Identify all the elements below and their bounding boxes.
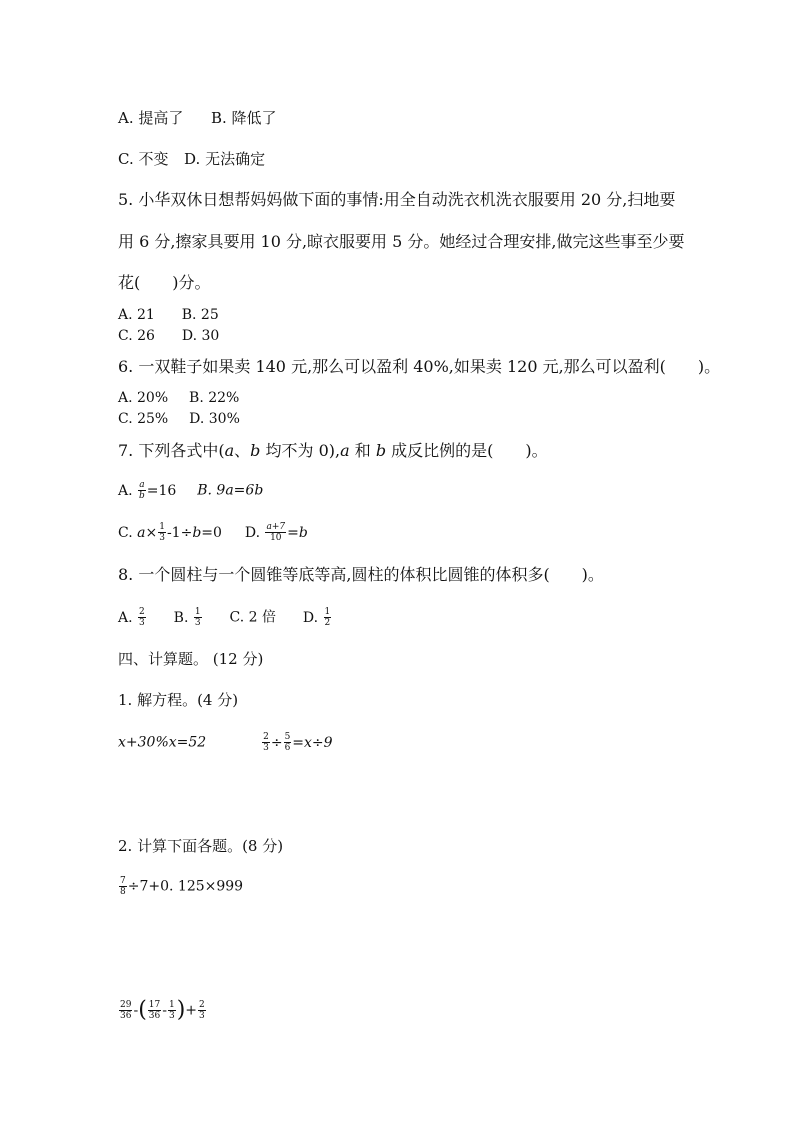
var-a: a [137, 524, 146, 541]
option-text: -1÷ [166, 524, 193, 541]
q4-options-line1 [118, 108, 277, 128]
q7-text-part: 均不为 0), [260, 441, 341, 460]
numerator: 1 [324, 607, 331, 617]
numerator: 2 [199, 1000, 205, 1010]
numerator: 17 [148, 1000, 161, 1010]
q7-text-part: 、 [234, 441, 251, 460]
denominator: 3 [139, 618, 145, 628]
equation-1: x+30%x=52 [118, 734, 207, 751]
q5-options-line2 [118, 326, 219, 346]
numerator: 5 [284, 732, 291, 742]
operator: ÷ [270, 734, 283, 751]
q5-option-c: C. 26 [118, 328, 155, 344]
q5-options-line1 [118, 305, 219, 325]
q6-options-line1 [118, 388, 239, 408]
numerator: 1 [168, 1000, 175, 1010]
numerator: a+7 [266, 522, 286, 532]
q6-text: 6. 一双鞋子如果卖 140 元,那么可以盈利 40%,如果卖 120 元,那么可以盈利( )。 [118, 357, 721, 376]
q8-option-b [173, 607, 207, 628]
equation-text: =x÷9 [292, 734, 333, 751]
q8-option-c: C. 2 倍 [229, 609, 276, 626]
option-label: C. [118, 524, 133, 541]
fraction [148, 1000, 161, 1021]
operator: + [185, 1002, 198, 1019]
q7-text-part: 成反比例的是( )。 [386, 441, 548, 460]
q7-text-part: 7. 下列各式中( [118, 441, 225, 460]
fraction [262, 732, 270, 753]
fraction [138, 607, 146, 628]
q8-text: 8. 一个圆柱与一个圆锥等底等高,圆柱的体积比圆锥的体积多( )。 [118, 565, 604, 584]
q6-options-line2 [118, 409, 240, 429]
q7-var-b: b [375, 441, 387, 460]
fraction [119, 1000, 132, 1021]
fraction [194, 607, 202, 628]
denominator: 10 [270, 533, 282, 543]
operator: - [133, 1002, 139, 1019]
fraction [284, 732, 292, 753]
operator: × [145, 524, 158, 541]
numerator: 1 [194, 607, 201, 617]
numerator: 1 [159, 522, 165, 532]
q7-var-a: a [340, 441, 350, 460]
denominator: 8 [120, 887, 126, 897]
q5-option-d: D. 30 [181, 328, 220, 344]
q7-option-a [118, 480, 181, 501]
numerator: a [139, 480, 145, 490]
denominator: b [139, 491, 145, 501]
var-b: b [192, 524, 202, 541]
q7-option-d [244, 522, 308, 543]
fraction [138, 480, 146, 501]
q6-option-b: B. 22% [189, 390, 240, 406]
denominator: 2 [324, 618, 331, 628]
q7-var-b: b [250, 441, 261, 460]
option-label: D. [244, 524, 261, 541]
sub-question-2: 2. 计算下面各题。(8 分) [118, 837, 284, 855]
q7-option-b: B. 9a=6b [197, 482, 264, 499]
q7-var-a: a [224, 441, 235, 460]
q5-text-line2: 用 6 分,擦家具要用 10 分,晾衣服要用 5 分。她经过合理安排,做完这些事至少要 [118, 232, 685, 251]
left-paren: ( [138, 997, 147, 1023]
equation-2 [261, 732, 333, 753]
denominator: 6 [284, 743, 291, 753]
q4-option-d: D. 无法确定 [184, 150, 266, 168]
fraction [324, 607, 332, 628]
q6-option-d: D. 30% [189, 411, 240, 427]
option-label: D. [302, 609, 319, 626]
q5-option-b: B. 25 [181, 307, 219, 323]
denominator: 3 [194, 618, 201, 628]
option-text: =0 [201, 524, 222, 541]
option-label: A. [118, 609, 133, 626]
option-label: B. [173, 609, 189, 626]
fraction [168, 1000, 176, 1021]
q6-option-a: A. 20% [118, 390, 169, 406]
equations-row [118, 732, 333, 753]
q7-options-line2 [118, 522, 308, 543]
fraction [119, 876, 127, 897]
q5-option-a: A. 21 [118, 307, 155, 323]
section-title: 四、计算题。 (12 分) [118, 650, 264, 668]
q4-options-line2 [118, 149, 265, 169]
numerator: 2 [139, 607, 145, 617]
numerator: 2 [263, 732, 269, 742]
var-b: b [298, 524, 308, 541]
sub-question-1: 1. 解方程。(4 分) [118, 691, 239, 709]
option-label: A. [118, 482, 133, 499]
q8-options [118, 607, 332, 628]
option-text: =16 [146, 482, 177, 499]
fraction [265, 522, 286, 543]
q7-text [118, 441, 548, 461]
denominator: 36 [120, 1011, 132, 1021]
right-paren: ) [176, 997, 186, 1023]
q4-option-a: A. 提高了 [118, 109, 184, 127]
q8-option-a [118, 607, 151, 628]
q7-option-c [118, 522, 226, 543]
q4-option-c: C. 不变 [118, 150, 169, 168]
q6-option-c: C. 25% [118, 411, 169, 427]
expression-text: ÷7+0. 125×999 [127, 878, 244, 895]
q5-text-line1: 5. 小华双休日想帮妈妈做下面的事情:用全自动洗衣机洗衣服要用 20 分,扫地要 [118, 190, 676, 209]
calc-expression-1 [118, 876, 243, 897]
q5-text-line3: 花( )分。 [118, 273, 211, 292]
numerator: 29 [120, 1000, 132, 1010]
denominator: 3 [168, 1011, 175, 1021]
q7-text-part: 和 [349, 441, 376, 460]
denominator: 36 [148, 1011, 161, 1021]
operator: - [162, 1002, 167, 1019]
denominator: 3 [159, 533, 165, 543]
fraction [198, 1000, 206, 1021]
fraction [158, 522, 166, 543]
q8-option-d [302, 607, 332, 628]
denominator: 3 [263, 743, 269, 753]
numerator: 7 [120, 876, 126, 886]
q4-option-b: B. 降低了 [210, 109, 277, 127]
q7-options-line1 [118, 480, 263, 501]
calc-expression-2 [118, 997, 207, 1023]
option-text: = [287, 524, 299, 541]
denominator: 3 [199, 1011, 205, 1021]
